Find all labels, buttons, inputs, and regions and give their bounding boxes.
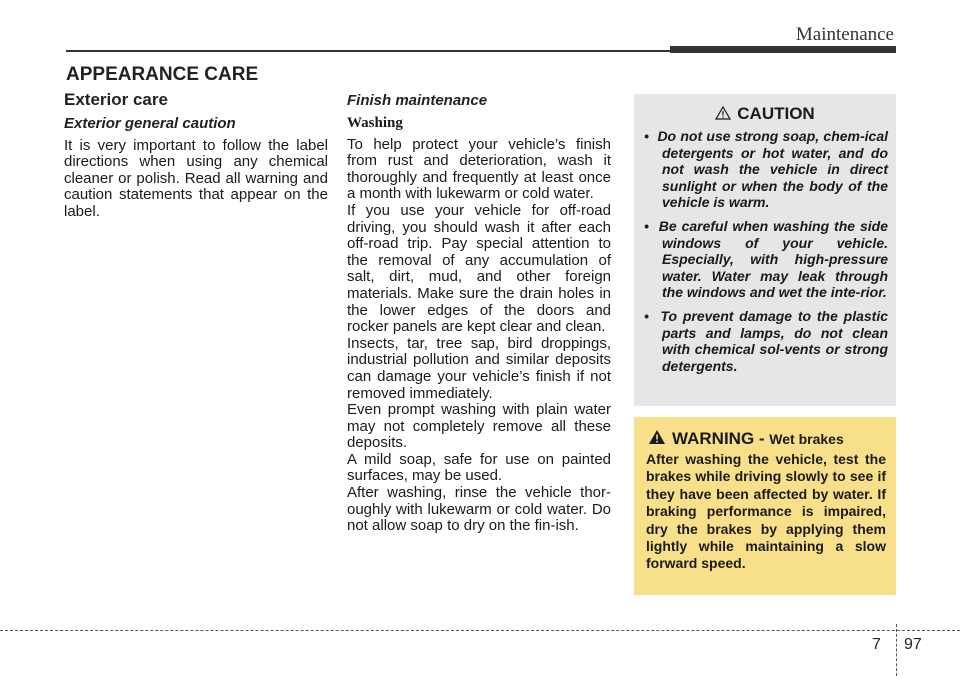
warning-heading [648, 429, 844, 450]
washing-paragraph: Insects, tar, tree sap, bird droppings, industrial pollution and similar deposits can damage your vehicle’s finish if not removed immediately. [347, 334, 611, 402]
warning-box [634, 417, 896, 595]
caution-triangle-icon [715, 105, 731, 125]
left-column [64, 92, 328, 221]
caution-list [644, 128, 888, 381]
caution-heading [634, 104, 896, 125]
chapter-number: 7 [872, 636, 881, 653]
washing-paragraph: After washing, rinse the vehicle thor-oughly with lukewarm or cold water. Do not allow soap to dry on the fin-ish. [347, 484, 611, 535]
washing-paragraph: Even prompt washing with plain water may not completely remove all these deposits. [347, 401, 611, 452]
caution-title: CAUTION [737, 104, 815, 123]
washing-paragraph: To help protect your vehicle’s finish from rust and deterioration, wash it thoroughly and frequently at least once a month with lukewarm or cold water. [347, 135, 611, 203]
page-number: 97 [904, 636, 922, 653]
caution-item: • To prevent damage to the plastic parts and lamps, do not clean with chemical sol-vents or strong detergents. [644, 307, 888, 374]
header-title: Maintenance [795, 24, 894, 45]
exterior-care-heading: Exterior care [64, 90, 168, 109]
warning-triangle-icon [648, 429, 666, 450]
exterior-general-caution-heading: Exterior general caution [64, 114, 236, 132]
caution-box [634, 94, 896, 406]
middle-column [347, 92, 611, 535]
caution-item: • Be careful when washing the side windows of your vehicle. Especially, with high-pressure water. Water may leak through the windows and wet the inte-rior. [644, 217, 888, 301]
header-rule-thin [66, 50, 672, 52]
finish-maintenance-heading: Finish maintenance [347, 92, 488, 109]
page-divider [896, 624, 897, 676]
footer-rule [0, 630, 960, 631]
header-rule-thick [670, 46, 896, 53]
warning-subtitle: Wet brakes [769, 431, 844, 447]
exterior-care-body: It is very important to follow the label directions when using any chemical cleaner or polish. Read all warning and caution statements that appear on the label. [64, 136, 328, 220]
caution-item: • Do not use strong soap, chem-ical detergents or hot water, and do not wash the vehicle in direct sunlight or when the body of the vehicle is warm. [644, 128, 889, 211]
washing-paragraph: If you use your vehicle for off-road driving, you should wash it after each off-road trip. Pay special attention to the removal of any accumulation of salt, dirt, mud, and other foreign materials. Make sure the drain holes in the lower edges of the doors and rocker panels are kept clear and clean. [347, 201, 611, 336]
section-title: APPEARANCE CARE [66, 64, 259, 85]
washing-heading: Washing [347, 115, 403, 131]
warning-title: WARNING - [672, 429, 770, 448]
washing-paragraph: A mild soap, safe for use on painted surfaces, may be used. [347, 450, 611, 485]
warning-body: After washing the vehicle, test the brakes while driving slowly to see if they have been affected by water. If braking performance is impaired, dry the brakes by applying them lightly while maintaining a slow forward speed. [646, 451, 886, 572]
